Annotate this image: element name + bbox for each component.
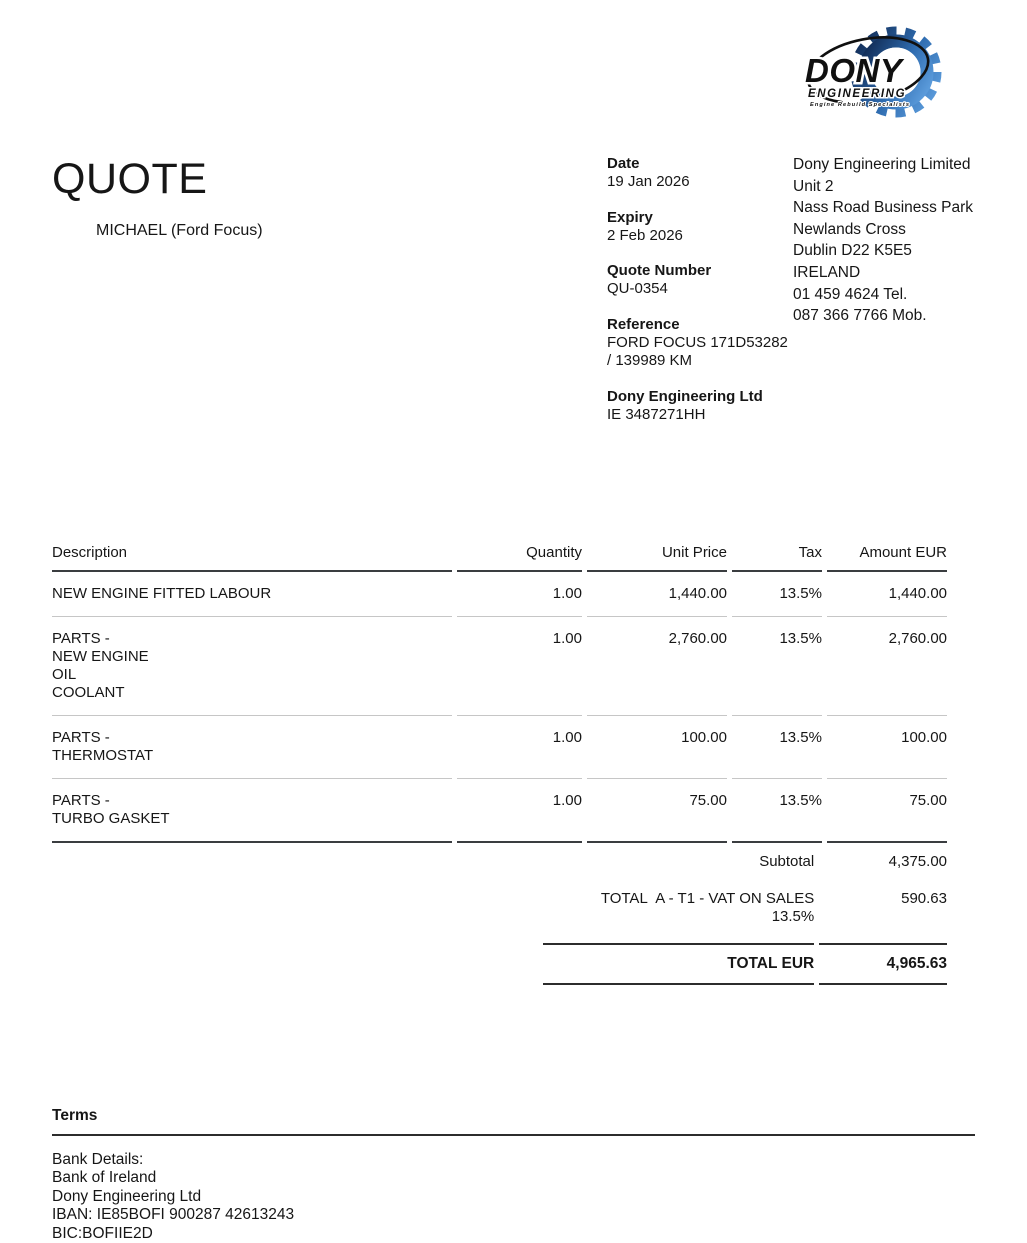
meta-item [607, 315, 793, 371]
cell-description: PARTS - THERMOSTAT [52, 716, 452, 779]
quote-meta [607, 154, 793, 440]
table-row [52, 716, 947, 779]
cell-unit-price: 2,760.00 [587, 617, 727, 716]
cell-quantity: 1.00 [457, 716, 582, 779]
cell-unit-price: 75.00 [587, 779, 727, 843]
header-left [52, 154, 607, 240]
cell-description: PARTS - TURBO GASKET [52, 779, 452, 843]
meta-item [607, 154, 793, 192]
vat-value: 590.63 [901, 889, 947, 907]
grand-total-value: 4,965.63 [819, 943, 947, 986]
page-title: QUOTE [52, 155, 208, 203]
meta-label: Expiry [607, 208, 653, 226]
vat-row [543, 881, 947, 943]
meta-value: 19 Jan 2026 [607, 173, 690, 190]
company-address: Dony Engineering Limited Unit 2 Nass Road Business Park Newlands Cross Dublin D22 K5E5 IRELAND 01 459 4624 Tel. 087 366 7766 Mob. [793, 156, 974, 325]
subtotal-label: Subtotal [759, 853, 815, 870]
col-amount: Amount EUR [827, 544, 947, 572]
line-items-table [47, 544, 952, 843]
cell-tax: 13.5% [732, 779, 822, 843]
cell-quantity: 1.00 [457, 617, 582, 716]
meta-value: 2 Feb 2026 [607, 226, 683, 244]
table-row [52, 779, 947, 843]
cell-description: PARTS - NEW ENGINE OIL COOLANT [52, 617, 452, 716]
logo-tagline: Engine Rebuild Specialists [810, 102, 911, 108]
subtotal-value: 4,375.00 [888, 853, 947, 870]
cell-tax: 13.5% [732, 572, 822, 617]
bank-details: Bank Details: Bank of Ireland Dony Engineering Ltd IBAN: IE85BOFI 900287 42613243 BIC:BOFIIE2D [52, 1151, 295, 1242]
meta-item [607, 208, 793, 246]
meta-value: IE 3487271HH [607, 405, 706, 423]
cell-quantity: 1.00 [457, 779, 582, 843]
col-description: Description [52, 544, 452, 572]
col-tax: Tax [732, 544, 822, 572]
cell-unit-price: 1,440.00 [587, 572, 727, 617]
meta-label: Dony Engineering Ltd [607, 387, 763, 405]
vat-label: TOTAL A - T1 - VAT ON SALES 13.5% [600, 889, 815, 925]
grand-total-label: TOTAL EUR [543, 943, 814, 986]
meta-label: Date [607, 155, 640, 172]
terms-section [52, 1107, 975, 1243]
meta-item [607, 387, 793, 425]
grand-total-row [543, 943, 947, 986]
meta-label: Reference [607, 315, 680, 333]
table-header-row [52, 544, 947, 572]
company-logo [795, 22, 945, 120]
terms-divider [52, 1134, 975, 1136]
meta-label: Quote Number [607, 262, 712, 279]
cell-unit-price: 100.00 [587, 716, 727, 779]
cell-amount: 100.00 [827, 716, 947, 779]
cell-amount: 75.00 [827, 779, 947, 843]
meta-item [607, 261, 793, 299]
customer-name: MICHAEL (Ford Focus) [96, 222, 263, 239]
cell-amount: 1,440.00 [827, 572, 947, 617]
cell-description: NEW ENGINE FITTED LABOUR [52, 572, 452, 617]
col-unit-price: Unit Price [587, 544, 727, 572]
header [52, 154, 975, 440]
cell-amount: 2,760.00 [827, 617, 947, 716]
table-row [52, 617, 947, 716]
cell-quantity: 1.00 [457, 572, 582, 617]
meta-value: FORD FOCUS 171D53282 / 139989 KM [607, 333, 788, 369]
logo-subtitle: ENGINEERING [808, 88, 907, 100]
logo-container [52, 0, 975, 122]
table-row [52, 572, 947, 617]
totals-table [538, 843, 952, 985]
terms-heading: Terms [52, 1107, 98, 1124]
meta-value: QU-0354 [607, 280, 668, 297]
cell-tax: 13.5% [732, 617, 822, 716]
col-quantity: Quantity [457, 544, 582, 572]
cell-tax: 13.5% [732, 716, 822, 779]
logo-title: DONY [805, 52, 903, 89]
subtotal-row [543, 843, 947, 881]
